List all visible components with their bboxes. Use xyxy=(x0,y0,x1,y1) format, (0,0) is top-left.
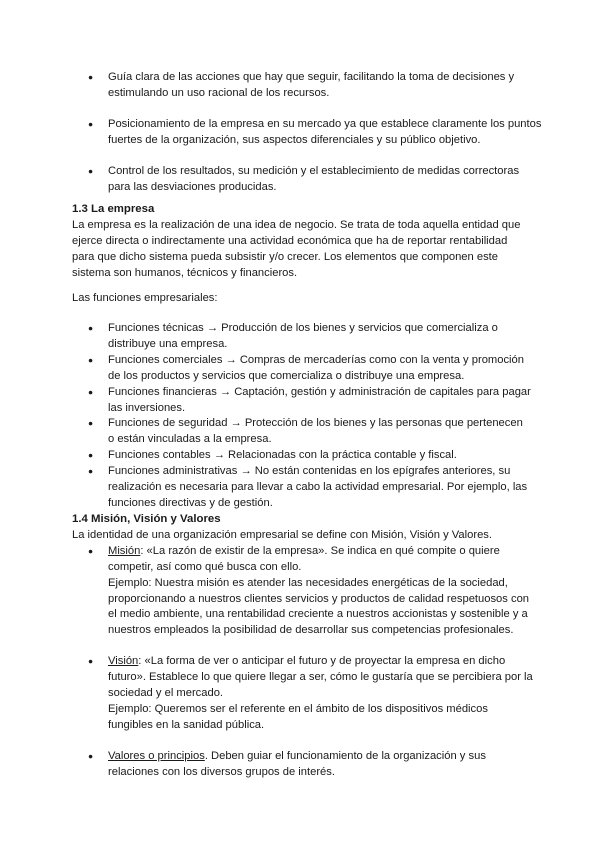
term-text: . Deben guiar el funcionamiento de la organización y sus relaciones con los diversos grupos de interés. xyxy=(108,749,486,778)
list-item-valores xyxy=(72,749,534,781)
list-item: ● Guía clara de las acciones que hay que seguir, facilitando la toma de decisiones y estimulando un uso racional de los recursos. xyxy=(72,70,542,102)
section-mision-vision-valores xyxy=(72,512,534,796)
term-valores: Valores o principios xyxy=(108,749,205,762)
intro-bullet-list xyxy=(72,70,542,210)
section-heading: 1.3 La empresa xyxy=(72,203,155,215)
list-item: ● Funciones administrativas → No están contenidas en los epígrafes anteriores, su realización es necesaria para llevar a cabo la actividad empresarial. Por ejemplo, las funciones directivas y de gestión. xyxy=(72,464,532,512)
functions-title: Las funciones empresariales: xyxy=(72,292,218,304)
section-la-empresa xyxy=(72,202,532,282)
term-vision: Visión xyxy=(108,655,139,668)
term-text: : «La forma de ver o anticipar el futuro y de proyectar la empresa en dicho futuro». Establece lo que quiere llegar a ser, cómo le gustaría que se percibiera por la sociedad y el mercado. xyxy=(108,655,533,700)
paragraph: La empresa es la realización de una idea de negocio. Se trata de toda aquella entidad que ejerce directa o indirectamente una actividad económica que ha de reportar rentabilidad para que dicho sistema pueda subsistir y/o crecer. Los elementos que componen este sistema son humanos, técnicos y financieros. xyxy=(72,218,521,279)
list-item: ● Funciones técnicas → Producción de los bienes y servicios que comercializa o distribuye una empresa. xyxy=(72,321,532,353)
example-text: Ejemplo: Queremos ser el referente en el ámbito de los dispositivos médicos fungibles en la sanidad pública. xyxy=(108,702,488,731)
section-heading: 1.4 Misión, Visión y Valores xyxy=(72,513,221,525)
paragraph: La identidad de una organización empresarial se define con Misión, Visión y Valores. xyxy=(72,528,492,541)
functions-list xyxy=(72,321,532,512)
list-item: ● Funciones contables → Relacionadas con la práctica contable y fiscal. xyxy=(72,448,532,464)
list-item: ● Control de los resultados, su medición y el establecimiento de medidas correctoras para las desviaciones producidas. xyxy=(72,164,542,196)
list-item-vision xyxy=(72,654,534,734)
example-text: Ejemplo: Nuestra misión es atender las necesidades energéticas de la sociedad, proporcionando a nuestros clientes servicios y productos de calidad respetuosos con el medio ambiente, una rentabilidad creciente a nuestros accionistas y sostenible y a nuestros empleados la posibilidad de desarrollar sus competencias profesionales. xyxy=(108,576,530,637)
list-item: ● Funciones financieras → Captación, gestión y administración de capitales para pagar las inversiones. xyxy=(72,385,532,417)
term-text: : «La razón de existir de la empresa». Se indica en qué compite o quiere competir, así como qué busca con ello. xyxy=(108,544,500,573)
identity-list xyxy=(72,544,534,781)
list-item-mision xyxy=(72,544,534,639)
list-item: ● Posicionamiento de la empresa en su mercado ya que establece claramente los puntos fuertes de la organización, sus aspectos diferenciales y su público objetivo. xyxy=(72,117,542,149)
list-item: ● Funciones comerciales → Compras de mercaderías como con la venta y promoción de los productos y servicios que comercializa o distribuye una empresa. xyxy=(72,353,532,385)
term-mision: Misión xyxy=(108,544,141,557)
list-item: ● Funciones de seguridad → Protección de los bienes y las personas que pertenecen o están vinculadas a la empresa. xyxy=(72,416,532,448)
